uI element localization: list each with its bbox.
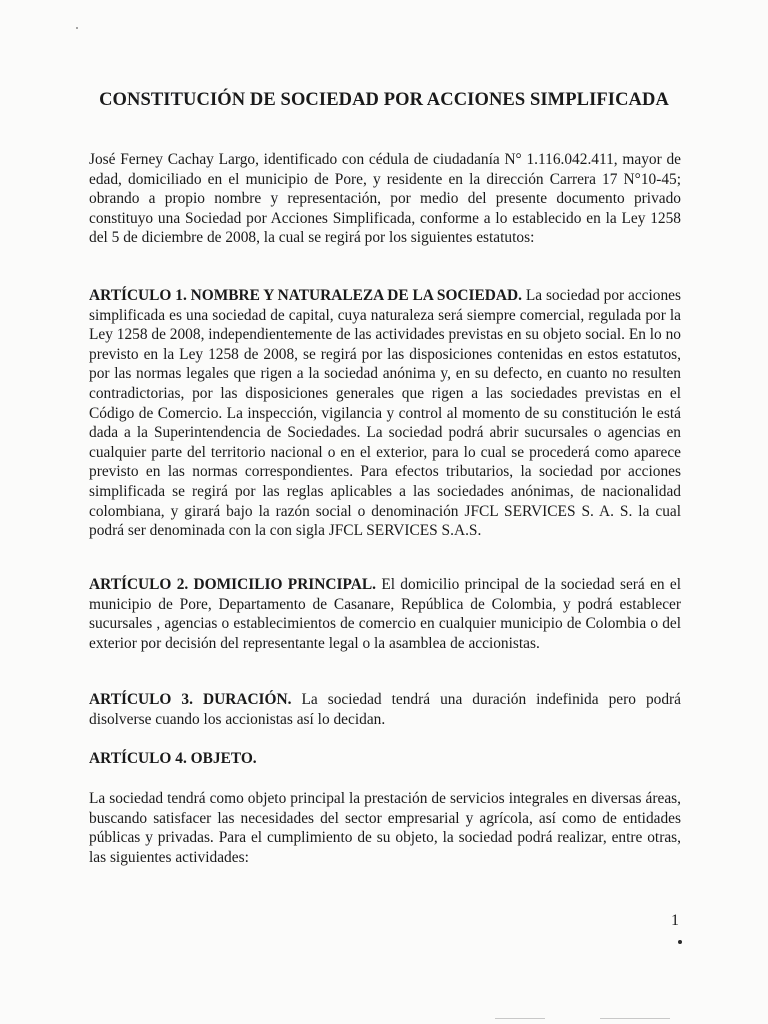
scan-speck: [76, 27, 78, 29]
article-2-text: El domicilio principal de la sociedad será en el municipio de Pore, Departamento de Casanare, República de Colombia, y podrá establecer sucursales , agencias o establecimientos de comercio en cualquier municipio de Colombia o del exterior por decisión del representante legal o la asamblea de accionistas.: [89, 576, 682, 652]
article-3-heading: ARTÍCULO 3. DURACIÓN.: [89, 691, 292, 708]
article-4: [89, 749, 681, 769]
article-1-text: La sociedad por acciones simplificada es una sociedad de capital, cuya naturaleza será siempre comercial, regulada por la Ley 1258 de 2008, independientemente de las actividades previstas en su objeto social. En lo no previsto en la Ley 1258 de 2008, se regirá por las disposiciones contenidas en estos estatutos, por las normas legales que rigen a la sociedad anónima y, en su defecto, en cuanto no resulten contradictorias, por las disposiciones generales que rigen a las sociedades previstas en el Código de Comercio. La inspección, vigilancia y control al momento de su constitución le está dada a la Superintendencia de Sociedades. La sociedad podrá abrir sucursales o agencias en cualquier parte del territorio nacional o en el exterior, para lo cual se procederá como aparece previsto en las normas correspondientes. Para efectos tributarios, la sociedad por acciones simplificada se regirá por las reglas aplicables a las sociedades anónimas, de nacionalidad colombiana, y girará bajo la razón social o denominación JFCL SERVICES S. A. S. la cual podrá ser denominada con la con sigla JFCL SERVICES S.A.S.: [89, 287, 682, 540]
scan-artifact-line: [495, 1018, 545, 1019]
scan-speck: [678, 940, 682, 944]
article-3: [89, 690, 681, 729]
article-1-heading: ARTÍCULO 1. NOMBRE Y NATURALEZA DE LA SOCIEDAD.: [89, 287, 522, 304]
document-title: CONSTITUCIÓN DE SOCIEDAD POR ACCIONES SIMPLIFICADA: [99, 90, 669, 110]
article-2-heading: ARTÍCULO 2. DOMICILIO PRINCIPAL.: [89, 576, 377, 593]
intro-paragraph: José Ferney Cachay Largo, identificado con cédula de ciudadanía N° 1.116.042.411, mayor de edad, domiciliado en el municipio de Pore, y residente en la dirección Carrera 17 N°10-45; obrando a propio nombre y representación, por medio del presente documento privado constituyo una Sociedad por Acciones Simplificada, conforme a lo establecido en la Ley 1258 del 5 de diciembre de 2008, la cual se regirá por los siguientes estatutos:: [89, 151, 681, 247]
article-2: [89, 575, 681, 653]
objeto-paragraph: La sociedad tendrá como objeto principal la prestación de servicios integrales en diversas áreas, buscando satisfacer las necesidades del sector empresarial y agrícola, así como de entidades públicas y privadas. Para el cumplimiento de su objeto, la sociedad podrá realizar, entre otras, las siguientes actividades:: [89, 790, 681, 866]
article-3-text: La sociedad tendrá una duración indefinida pero podrá disolverse cuando los accionistas así lo decidan.: [89, 691, 681, 728]
scan-artifact-line: [600, 1018, 670, 1019]
page-number: 1: [671, 912, 679, 929]
article-1: [89, 286, 681, 541]
article-4-heading: ARTÍCULO 4. OBJETO.: [89, 750, 257, 767]
